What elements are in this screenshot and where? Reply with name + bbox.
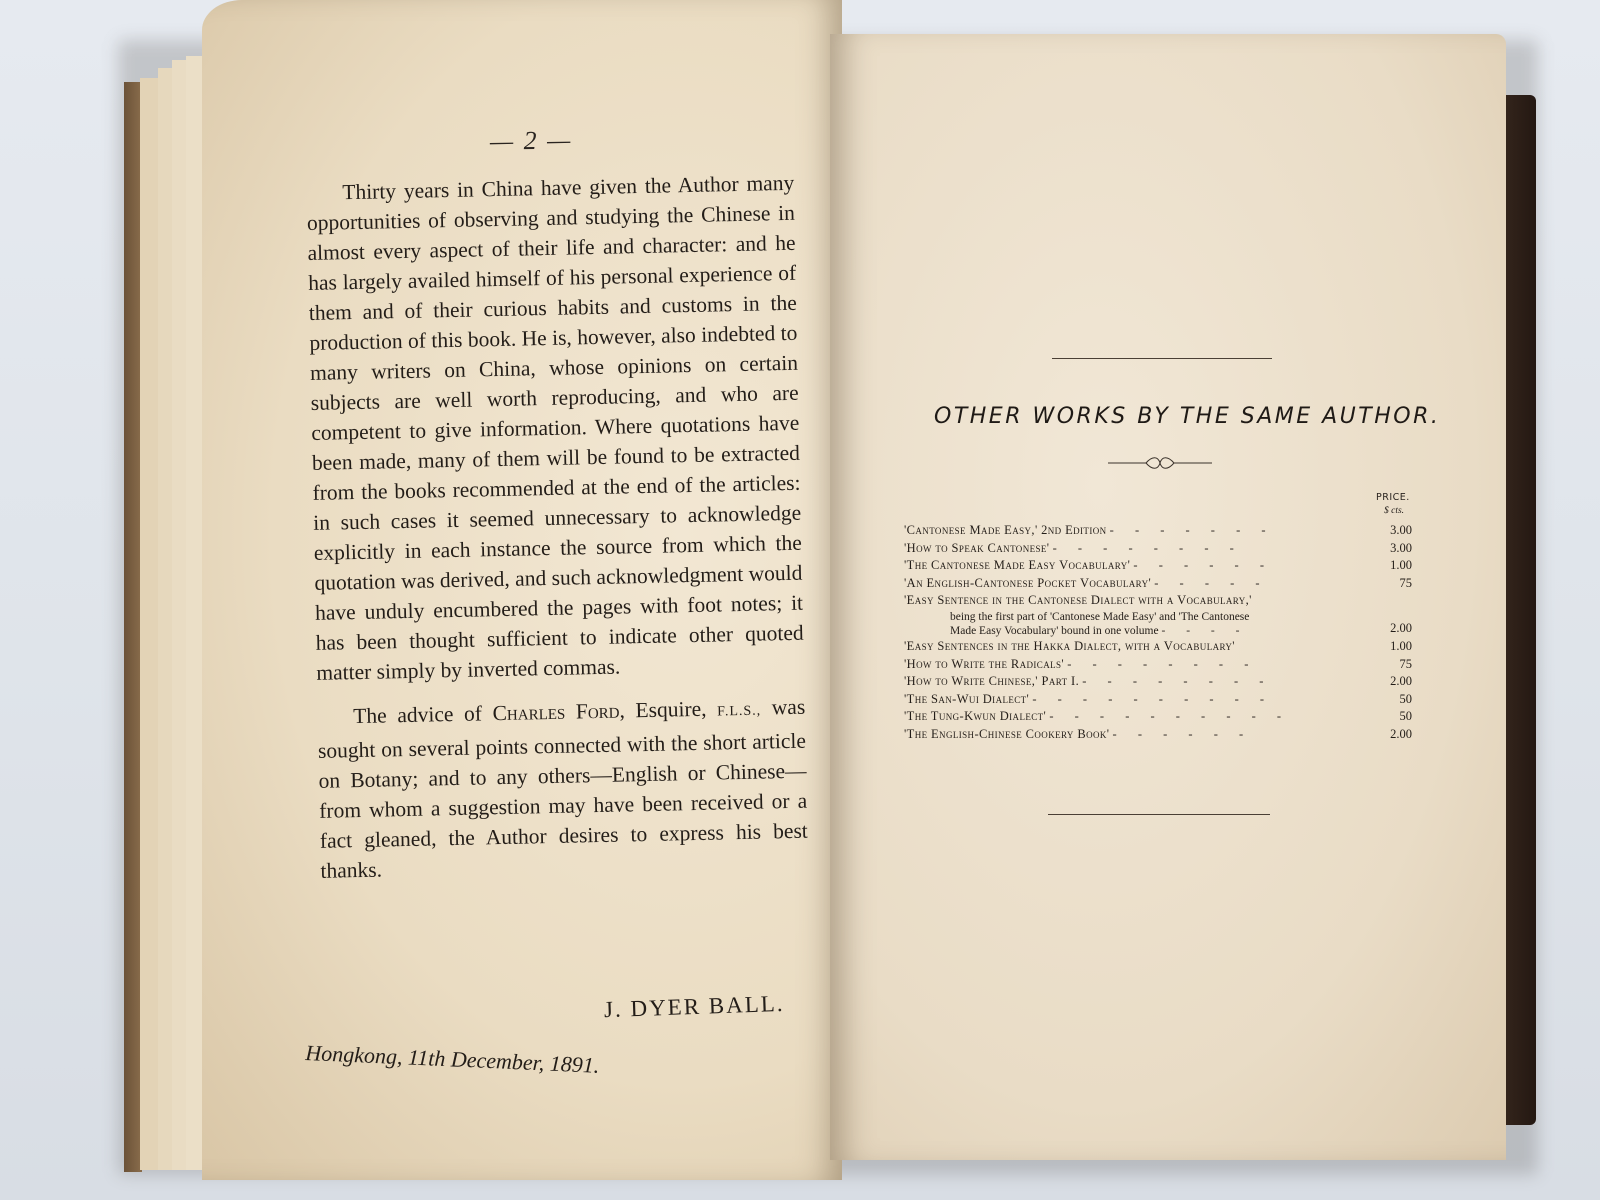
leader-dots: - - - - - - - - - - xyxy=(1032,691,1274,706)
work-item xyxy=(904,673,1412,691)
work-price: 3.00 xyxy=(1390,523,1412,537)
ornament-divider xyxy=(1108,456,1212,470)
work-item xyxy=(904,656,1412,674)
work-price: 50 xyxy=(1399,691,1412,706)
work-title: 'The Cantonese Made Easy Vocabulary' xyxy=(904,558,1131,573)
preface-text xyxy=(306,168,809,900)
leader-dots: - - - - - - - - xyxy=(1082,674,1273,689)
work-item xyxy=(904,708,1412,726)
work-price: 3.00 xyxy=(1390,540,1412,555)
leader-dots: - - - - - - xyxy=(1133,558,1274,573)
work-title: 'How to Speak Cantonese' xyxy=(904,540,1050,555)
leader-dots: - - - - - - - - xyxy=(1067,656,1258,671)
paragraph2-rest: was sought on several points connected with the short article on Botany; and to any others—English or Chinese—from whom a suggestion may have been received or a fact gleaned, the Author desires to express his best thanks. xyxy=(317,694,809,883)
preface-paragraph-1: Thirty years in China have given the Author many opportunities of observing and studying the Chinese in almost every aspect of their life and character: and he has largely availed himself of his personal experience of them and of their curious habits and customs in the production of this book. He is, however, also indebted to many writers on China, whose opinions on certain subjects are well worth reproducing, and who are competent to give information. Where quotations have been made, many of them will be found to be extracted from the books recommended at the end of the articles: in such cases it seemed unnecessary to acknowledge explicitly in each instance the source from which the quotation was derived, and such acknowledgment would have unduly encumbered the pages with foot notes; it has been thought sufficient to indicate other quoted matter simply by inverted commas. xyxy=(306,170,804,685)
work-title: 'Easy Sentence in the Cantonese Dialect with a Vocabulary,' xyxy=(904,593,1252,608)
work-price: 75 xyxy=(1399,656,1412,671)
leader-dots: - - - - xyxy=(1161,624,1249,637)
paragraph2-prefix: The advice of xyxy=(353,701,483,729)
author-signature: J. DYER BALL. xyxy=(603,990,785,1023)
price-column-header: PRICE. xyxy=(1376,492,1410,503)
work-item xyxy=(904,726,1412,744)
leader-dots: - - - - - - - xyxy=(1109,523,1275,537)
work-price: 1.00 xyxy=(1390,638,1412,653)
work-subtitle-text: Made Easy Vocabulary' bound in one volume xyxy=(950,624,1159,637)
work-price: 2.00 xyxy=(1390,726,1412,741)
charles-ford-name: Charles Ford xyxy=(492,698,620,726)
work-price: 2.00 xyxy=(1390,621,1412,636)
work-item xyxy=(904,592,1412,638)
work-title: 'How to Write the Radicals' xyxy=(904,656,1065,671)
work-item xyxy=(904,691,1412,709)
page-number: — 2 — xyxy=(489,125,573,156)
work-price: 75 xyxy=(1399,575,1412,590)
work-title: 'The Tung-Kwun Dialect' xyxy=(904,709,1047,724)
preface-paragraph-2 xyxy=(317,692,809,886)
dateline: Hongkong, 11th December, 1891. xyxy=(304,1040,600,1078)
work-item xyxy=(904,522,1412,540)
bottom-rule xyxy=(1048,814,1270,815)
work-price: 2.00 xyxy=(1390,674,1412,689)
paragraph2-esquire: , Esquire, xyxy=(619,696,707,723)
work-title: 'How to Write Chinese,' Part I. xyxy=(904,674,1080,689)
work-title: 'Cantonese Made Easy,' 2nd Edition xyxy=(904,523,1107,537)
works-list xyxy=(904,522,1412,744)
work-title: 'The English-Chinese Cookery Book' xyxy=(904,726,1110,741)
works-heading: OTHER WORKS BY THE SAME AUTHOR. xyxy=(934,404,1441,429)
leader-dots: - - - - - - - - - - xyxy=(1049,709,1291,724)
work-item xyxy=(904,540,1412,558)
work-title: 'The San-Wui Dialect' xyxy=(904,691,1030,706)
work-item xyxy=(904,557,1412,575)
leader-dots: - - - - - - - - xyxy=(1052,540,1243,555)
currency-column-header: $ cts. xyxy=(1384,506,1405,516)
work-price: 50 xyxy=(1399,709,1412,724)
fls-abbrev: F.L.S., xyxy=(717,703,762,720)
work-title: 'An English-Cantonese Pocket Vocabulary' xyxy=(904,575,1152,590)
work-title: 'Easy Sentences in the Hakka Dialect, with a Vocabulary' xyxy=(904,638,1235,653)
work-subtitle-line-1: being the first part of 'Cantonese Made Easy' and 'The Cantonese xyxy=(950,610,1250,623)
work-item xyxy=(904,638,1412,656)
work-item xyxy=(904,575,1412,593)
leader-dots: - - - - - - xyxy=(1112,726,1253,741)
top-rule xyxy=(1052,358,1272,359)
work-price: 1.00 xyxy=(1390,558,1412,573)
work-subtitle-line-2 xyxy=(904,624,1412,638)
leader-dots: - - - - - xyxy=(1154,575,1269,590)
